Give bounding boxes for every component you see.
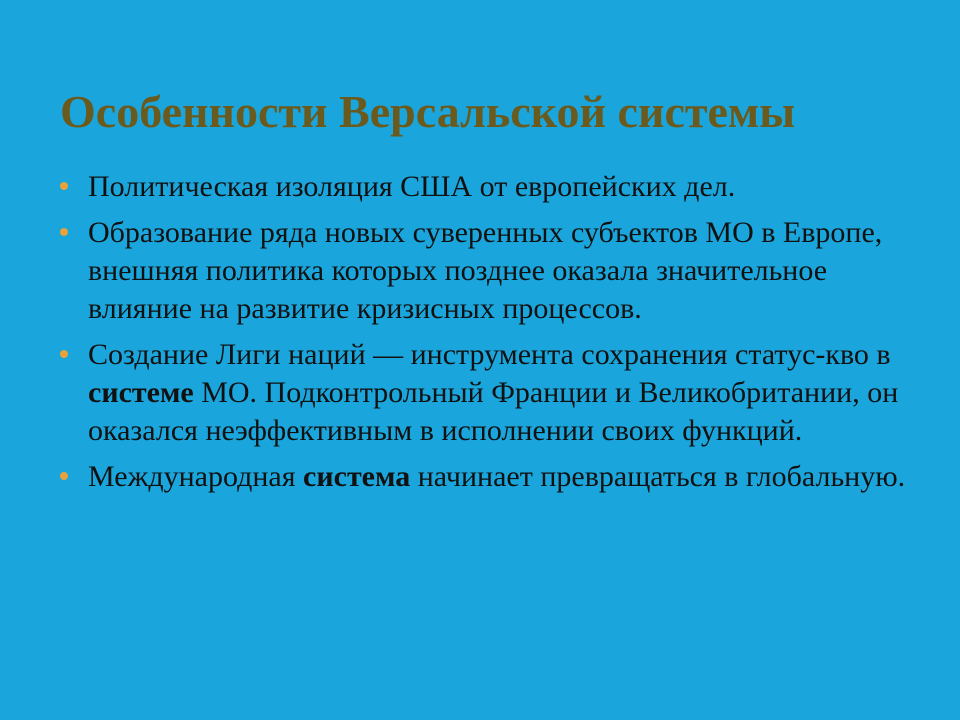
- bullet-dot-icon: [60, 472, 68, 480]
- bullet-text: Образование ряда новых суверенных субъектов МО в Европе, внешняя политика которых позднее оказала значительное влияние на развитие кризисных процессов.: [88, 216, 883, 325]
- bullet-dot-icon: [60, 182, 68, 190]
- bullet-item: [56, 168, 916, 206]
- slide-title: Особенности Версальской системы: [60, 86, 796, 137]
- bullet-dot-icon: [60, 350, 68, 358]
- bullet-bold-term: система: [303, 460, 411, 493]
- bullet-item: [56, 214, 916, 328]
- bullet-text-part: МО. Подконтрольный Франции и Великобритании, он оказался неэффективным в исполнении своих функций.: [88, 376, 899, 447]
- bullet-text-part: Международная: [88, 460, 304, 493]
- bullet-item: [56, 336, 916, 450]
- bullet-list: [56, 168, 916, 504]
- bullet-item: [56, 458, 916, 496]
- bullet-text-part: начинает превращаться в глобальную.: [410, 460, 906, 493]
- bullet-dot-icon: [60, 228, 68, 236]
- bullet-text-part: Создание Лиги наций — инструмента сохранения статус-кво в: [88, 338, 891, 371]
- bullet-text: Политическая изоляция США от европейских дел.: [88, 170, 736, 203]
- bullet-bold-term: системе: [88, 376, 194, 409]
